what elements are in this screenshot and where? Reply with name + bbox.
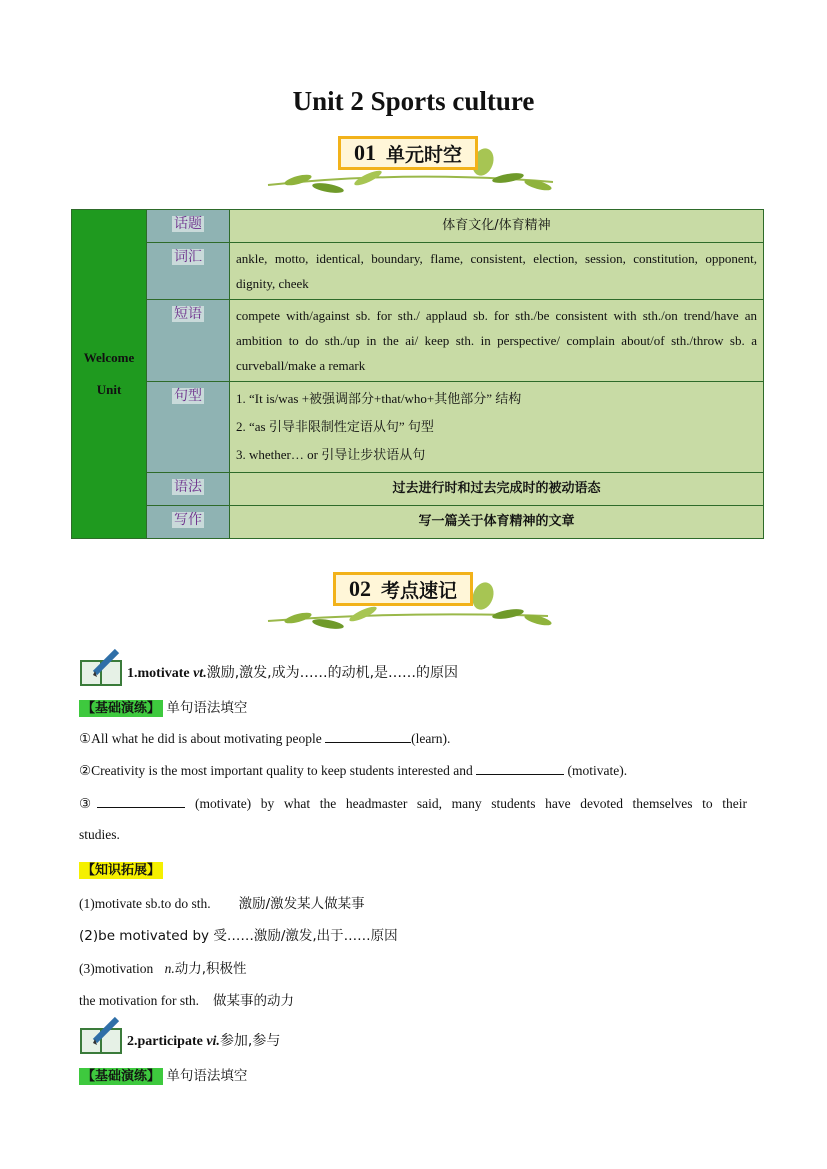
question-2: ②Creativity is the most important quality to keep students interested and (motivate).	[79, 763, 628, 778]
answer-blank[interactable]	[325, 730, 411, 743]
section-banner-01	[258, 130, 558, 200]
question-1: ①All what he did is about motivating people (learn).	[79, 731, 451, 746]
practice-heading-2: 【基础演练】 单句语法填空	[79, 1064, 247, 1084]
expand-item-3: (3)motivation n.动力,积极性	[79, 961, 247, 977]
row-label-vocab: 词汇	[147, 243, 230, 300]
row-content-writing: 写一篇关于体育精神的文章	[230, 506, 764, 539]
row-content-vocab: ankle, motto, identical, boundary, flame, consistent, election, session, constitution, opponent, dignity, cheek	[230, 243, 764, 300]
expand-item-1: (1)motivate sb.to do sth. 激励/激发某人做某事	[79, 896, 365, 912]
row-content-grammar: 过去进行时和过去完成时的被动语态	[230, 473, 764, 506]
banner-text: 考点速记	[380, 579, 457, 602]
answer-blank[interactable]	[476, 762, 564, 775]
expand-item-2: (2)be motivated by 受……激励/激发,出于……原因	[79, 928, 398, 944]
row-label-topic: 话题	[147, 210, 230, 243]
expand-item-4: the motivation for sth. 做某事的动力	[79, 993, 294, 1009]
row-content-phrases: compete with/against sb. for sth./ applaud sb. for sth./be consistent with sth./on trend/have an ambition to do sth./up in the ai/ keep sth. in perspective/ complain about/of sth./throw sb. a curveball/make a remark	[230, 300, 764, 382]
word-heading-motivate: 1.motivate vt.激励,激发,成为……的动机,是……的原因	[79, 647, 458, 687]
page-title: Unit 2 Sports culture	[292, 86, 535, 116]
row-label-sentences: 句型	[147, 382, 230, 473]
answer-blank[interactable]	[97, 795, 185, 808]
word-heading-participate: 2.participate vi.参加,参与	[79, 1015, 280, 1055]
banner-text: 单元时空	[385, 143, 462, 166]
section-banner-02	[253, 566, 553, 636]
row-label-writing: 写作	[147, 506, 230, 539]
question-3: ③ (motivate) by what the headmaster said, many students have devoted themselves to their	[79, 796, 747, 811]
banner-number: 01	[353, 140, 376, 165]
unit-overview-table	[71, 209, 764, 539]
row-label-grammar: 语法	[147, 473, 230, 506]
book-pencil-icon	[79, 1015, 125, 1055]
practice-heading: 【基础演练】 单句语法填空	[79, 696, 247, 716]
question-3-continued: studies.	[79, 827, 120, 842]
row-label-phrases: 短语	[147, 300, 230, 382]
banner-number: 02	[348, 576, 371, 601]
unit-cell: Welcome Unit	[72, 210, 147, 539]
row-content-topic: 体育文化/体育精神	[230, 210, 764, 243]
book-pencil-icon	[79, 647, 125, 687]
expand-heading: 【知识拓展】	[79, 859, 163, 878]
row-content-sentences: 1. “It is/was +被强调部分+that/who+其他部分” 结构 2. “as 引导非限制性定语从句” 句型 3. whether… or 引导让步状语从句	[230, 382, 764, 473]
